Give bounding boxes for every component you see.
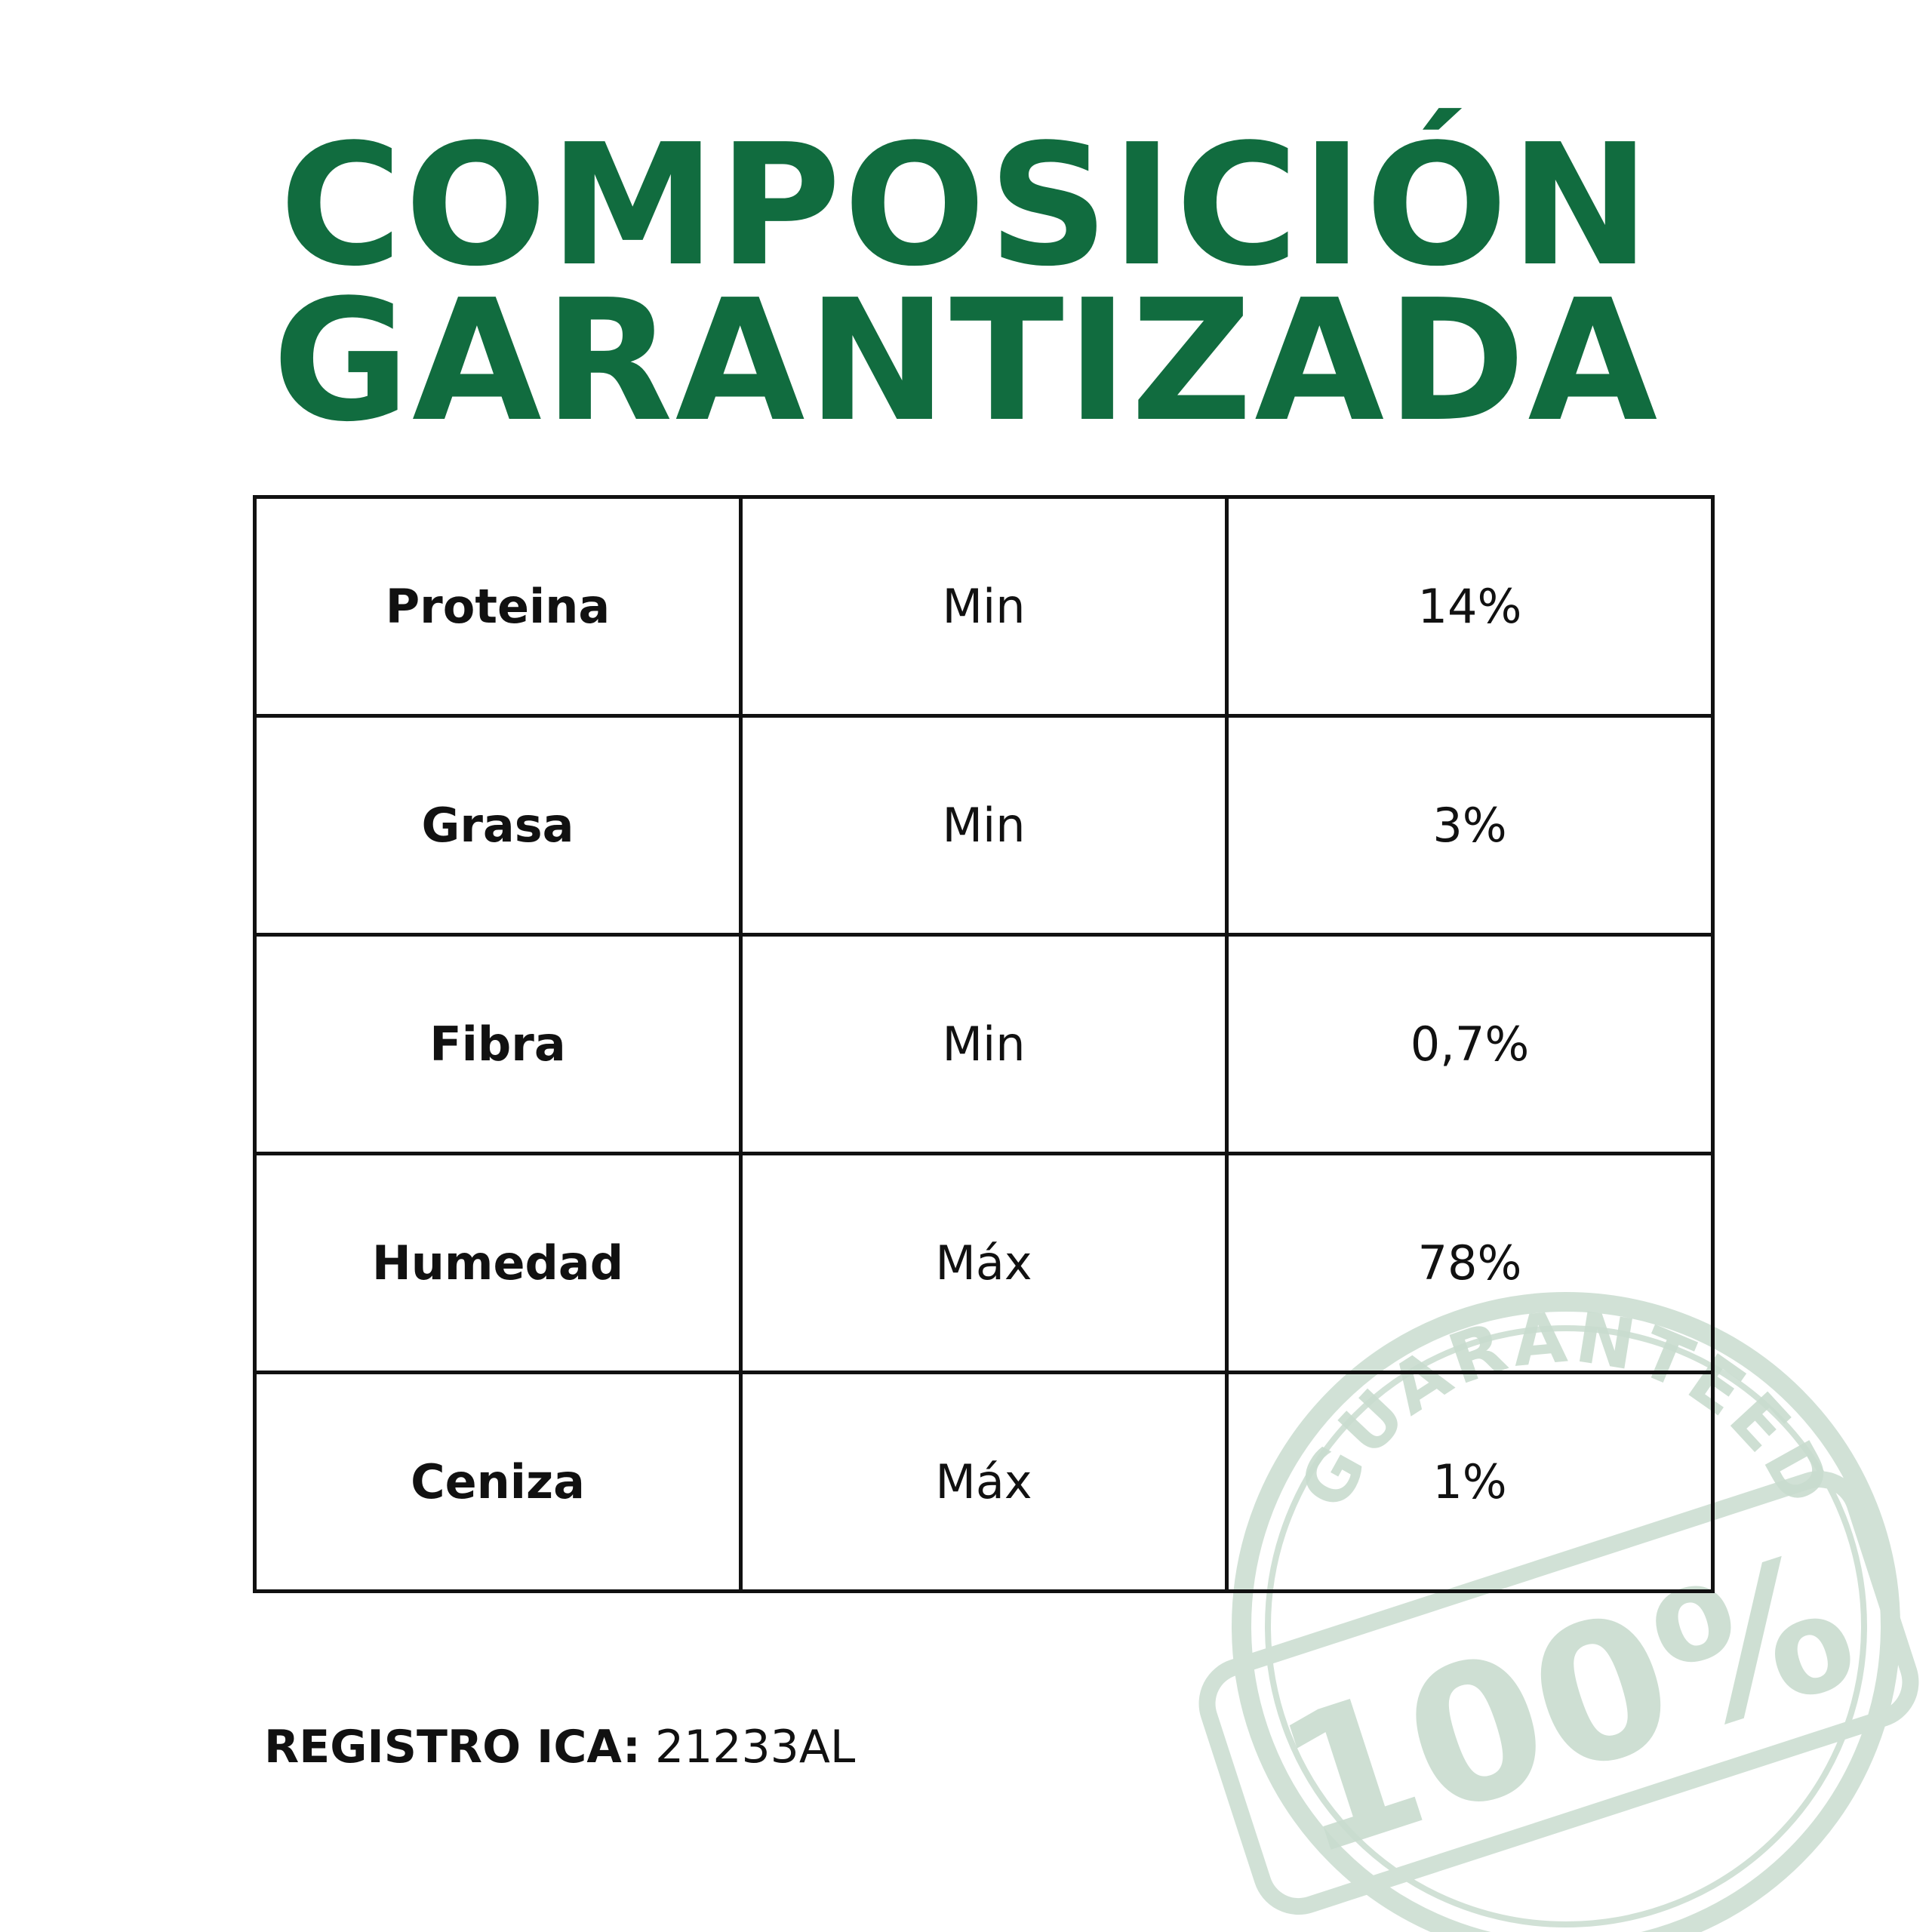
table-row [255,497,1713,716]
registro-ica [264,1721,855,1774]
limit-cell: Máx [741,1373,1227,1592]
page-title [0,109,1932,459]
registro-value: 21233AL [640,1721,856,1774]
value-cell: 3% [1227,716,1713,935]
title-line-1: COMPOSICIÓN [279,109,1653,303]
title-line-2: GARANTIZADA [272,264,1660,459]
limit-cell: Min [741,497,1227,716]
stamp-arc-text: GUARANTEED [1284,1297,1848,1522]
value-cell: 1% [1227,1373,1713,1592]
composition-table [253,495,1715,1593]
nutrient-cell: Humedad [255,1154,741,1373]
nutrient-cell: Proteina [255,497,741,716]
nutrient-cell: Grasa [255,716,741,935]
table-row [255,935,1713,1154]
nutrient-cell: Ceniza [255,1373,741,1592]
value-cell: 78% [1227,1154,1713,1373]
value-cell: 14% [1227,497,1713,716]
limit-cell: Máx [741,1154,1227,1373]
nutrient-cell: Fibra [255,935,741,1154]
value-cell: 0,7% [1227,935,1713,1154]
table-row [255,1373,1713,1592]
table-row [255,1154,1713,1373]
table-row [255,716,1713,935]
registro-label: REGISTRO ICA: [264,1721,641,1774]
limit-cell: Min [741,935,1227,1154]
limit-cell: Min [741,716,1227,935]
stamp-big-text: 100% [1255,1509,1878,1900]
